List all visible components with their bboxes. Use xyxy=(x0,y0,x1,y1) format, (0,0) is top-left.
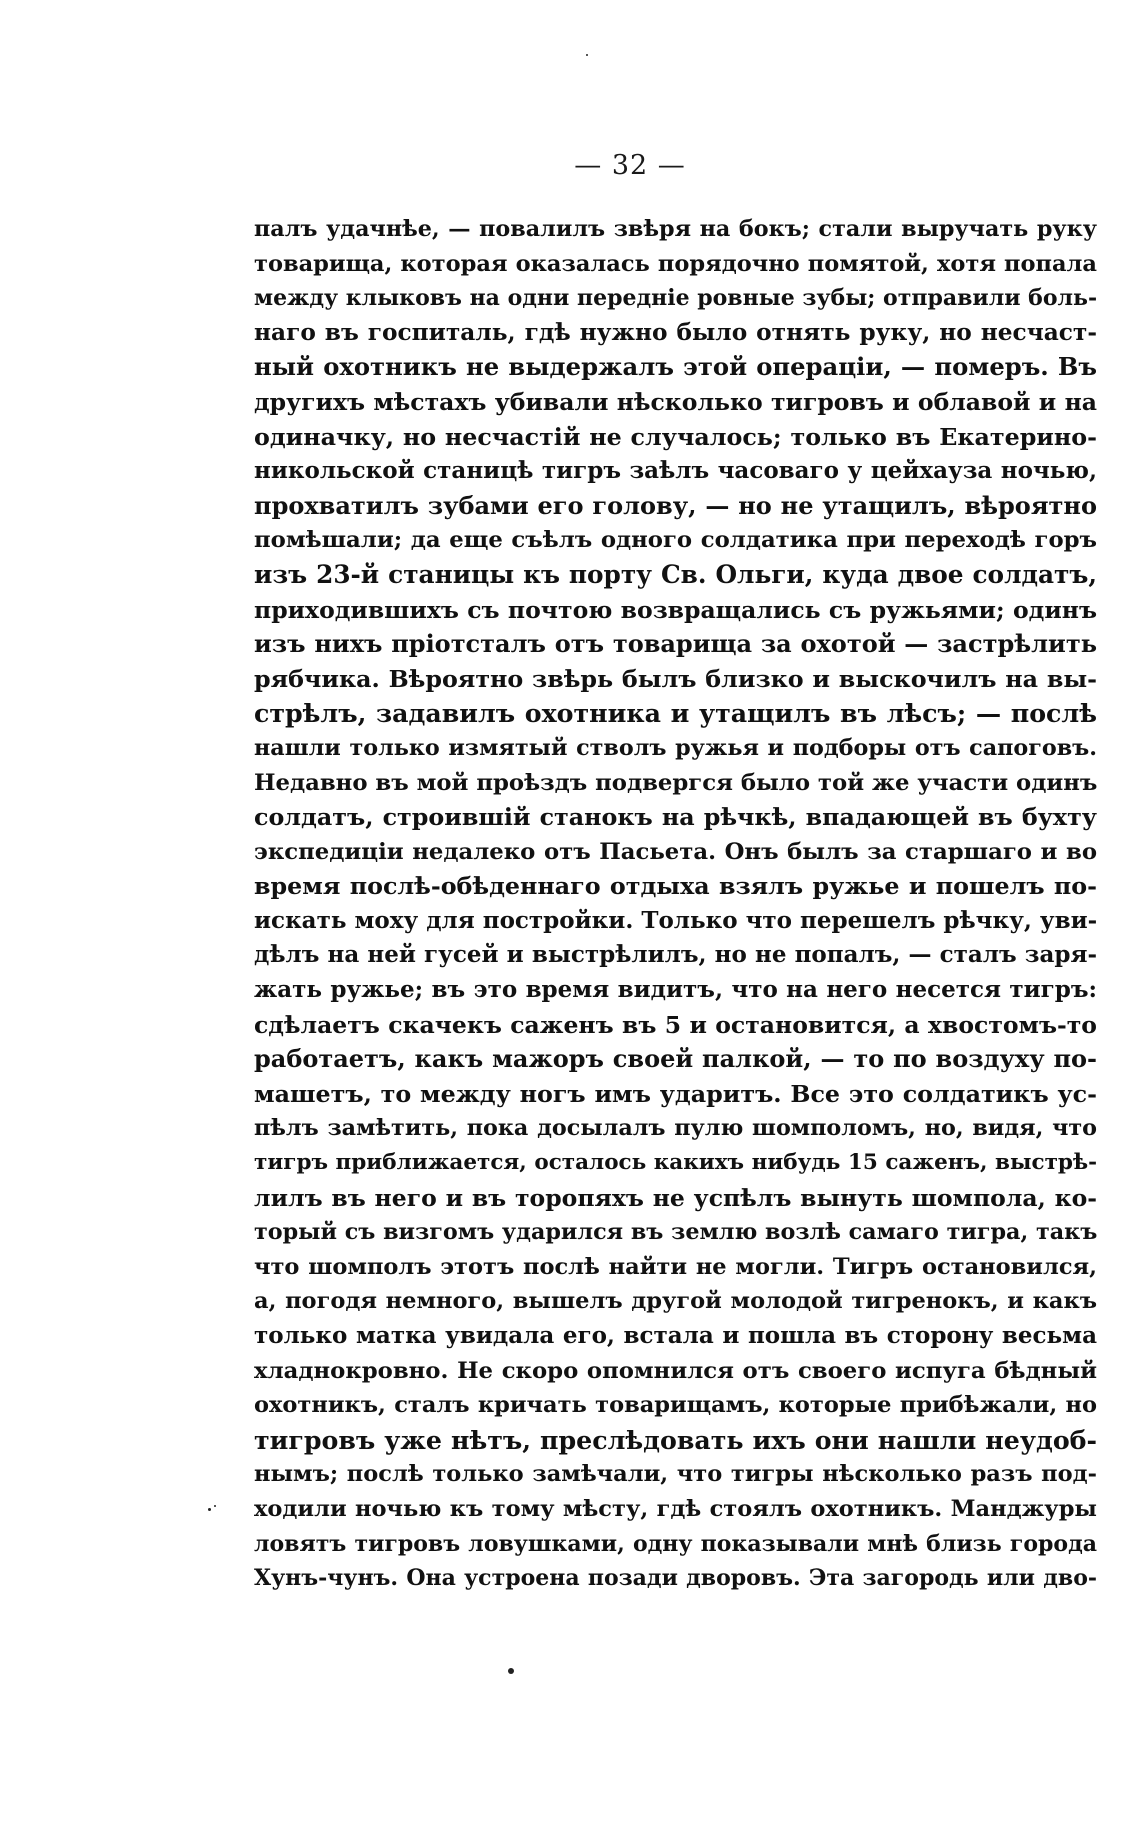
text-line: жать ружье; въ это время видитъ, что на него несется тигръ: xyxy=(254,976,1097,1004)
text-line: торый съ визгомъ ударился въ землю возлѣ самаго тигра, такъ xyxy=(254,1219,1097,1246)
text-line: ный охотникъ не выдержалъ этой операціи, — померъ. Въ xyxy=(254,352,1097,382)
text-line: сдѣлаетъ скачекъ саженъ въ 5 и остановится, а хвостомъ-то xyxy=(254,1010,1097,1039)
text-line: искать моху для постройки. Только что перешелъ рѣчку, уви- xyxy=(254,906,1097,934)
text-line: наго въ госпиталь, гдѣ нужно было отнять руку, но несчаст- xyxy=(254,318,1097,346)
print-speck xyxy=(208,1508,211,1511)
text-line: стрѣлъ, задавилъ охотника и утащилъ въ лѣсъ; — послѣ xyxy=(254,698,1097,729)
page-number: — 32 — xyxy=(574,150,686,181)
text-line: что шомполъ этотъ послѣ найти не могли. Тигръ остановился, xyxy=(254,1253,1097,1280)
text-line: время послѣ-обѣденнаго отдыха взялъ ружье и пошелъ по- xyxy=(254,872,1097,901)
text-line: помѣшали; да еще съѣлъ одного солдатика при переходѣ горъ xyxy=(254,527,1097,554)
text-line: солдатъ, строившій станокъ на рѣчкѣ, впадающей въ бухту xyxy=(254,803,1097,832)
text-line: никольской станицѣ тигръ заѣлъ часоваго у цейхауза ночью, xyxy=(254,457,1097,485)
text-line: Хунъ-чунъ. Она устроена позади дворовъ. Эта загородь или дво- xyxy=(254,1565,1097,1592)
print-speck xyxy=(508,1668,514,1674)
text-line: другихъ мѣстахъ убивали нѣсколько тигровъ и облавой и на xyxy=(254,387,1097,416)
text-line: пѣлъ замѣтить, пока досылалъ пулю шомполомъ, но, видя, что xyxy=(254,1115,1097,1142)
text-line: прохватилъ зубами его голову, — но не утащилъ, вѣроятно xyxy=(254,490,1097,520)
text-line: между клыковъ на одни передніе ровные зубы; отправили боль- xyxy=(254,285,1097,312)
text-line: работаетъ, какъ мажоръ своей палкой, — то по воздуху по- xyxy=(254,1044,1097,1074)
text-line: только матка увидала его, встала и пошла въ сторону весьма xyxy=(254,1322,1097,1349)
text-line: лилъ въ него и въ торопяхъ не успѣлъ вынуть шомпола, ко- xyxy=(254,1183,1097,1212)
text-line: приходившихъ съ почтою возвращались съ ружьями; одинъ xyxy=(254,595,1097,624)
print-speck xyxy=(214,1505,216,1507)
text-line: рябчика. Вѣроятно звѣрь былъ близко и выскочилъ на вы- xyxy=(254,664,1097,693)
text-line: ходили ночью къ тому мѣсту, гдѣ стоялъ охотникъ. Манджуры xyxy=(254,1495,1097,1522)
print-speck xyxy=(586,54,588,56)
text-line: экспедиціи недалеко отъ Пасьета. Онъ былъ за старшаго и во xyxy=(254,838,1097,865)
text-line: дѣлъ на ней гусей и выстрѣлилъ, но не попалъ, — сталъ заря- xyxy=(254,941,1097,969)
text-line: тигровъ уже нѣтъ, преслѣдовать ихъ они нашли неудоб- xyxy=(254,1424,1097,1455)
text-line: нымъ; послѣ только замѣчали, что тигры нѣсколько разъ под- xyxy=(254,1461,1097,1488)
text-line: изъ 23-й станицы къ порту Св. Ольги, куда двое солдатъ, xyxy=(254,559,1097,589)
text-line: хладнокровно. Не скоро опомнился отъ своего испуга бѣдный xyxy=(254,1357,1097,1384)
text-line: а, погодя немного, вышелъ другой молодой тигренокъ, и какъ xyxy=(254,1288,1097,1315)
body-text xyxy=(254,212,1097,1596)
text-line: нашли только измятый стволъ ружья и подборы отъ сапоговъ. xyxy=(254,734,1097,761)
text-line: одиначку, но несчастій не случалось; только въ Екатерино- xyxy=(254,422,1097,451)
text-line: Недавно въ мой проѣздъ подвергся было той же участи одинъ xyxy=(254,769,1097,796)
text-line: тигръ приближается, осталось какихъ нибудь 15 саженъ, выстрѣ- xyxy=(254,1150,1097,1176)
text-line: товарища, которая оказалась порядочно помятой, хотя попала xyxy=(254,250,1097,277)
text-line: изъ нихъ пріотсталъ отъ товарища за охотой — застрѣлить xyxy=(254,629,1097,659)
text-line: охотникъ, сталъ кричать товарищамъ, которые прибѣжали, но xyxy=(254,1392,1097,1419)
text-line: ловятъ тигровъ ловушками, одну показывали мнѣ близь города xyxy=(254,1530,1097,1557)
text-line: палъ удачнѣе, — повалилъ звѣря на бокъ; стали выручать руку xyxy=(254,216,1097,242)
text-line: машетъ, то между ногъ имъ ударитъ. Все это солдатикъ ус- xyxy=(254,1079,1097,1108)
